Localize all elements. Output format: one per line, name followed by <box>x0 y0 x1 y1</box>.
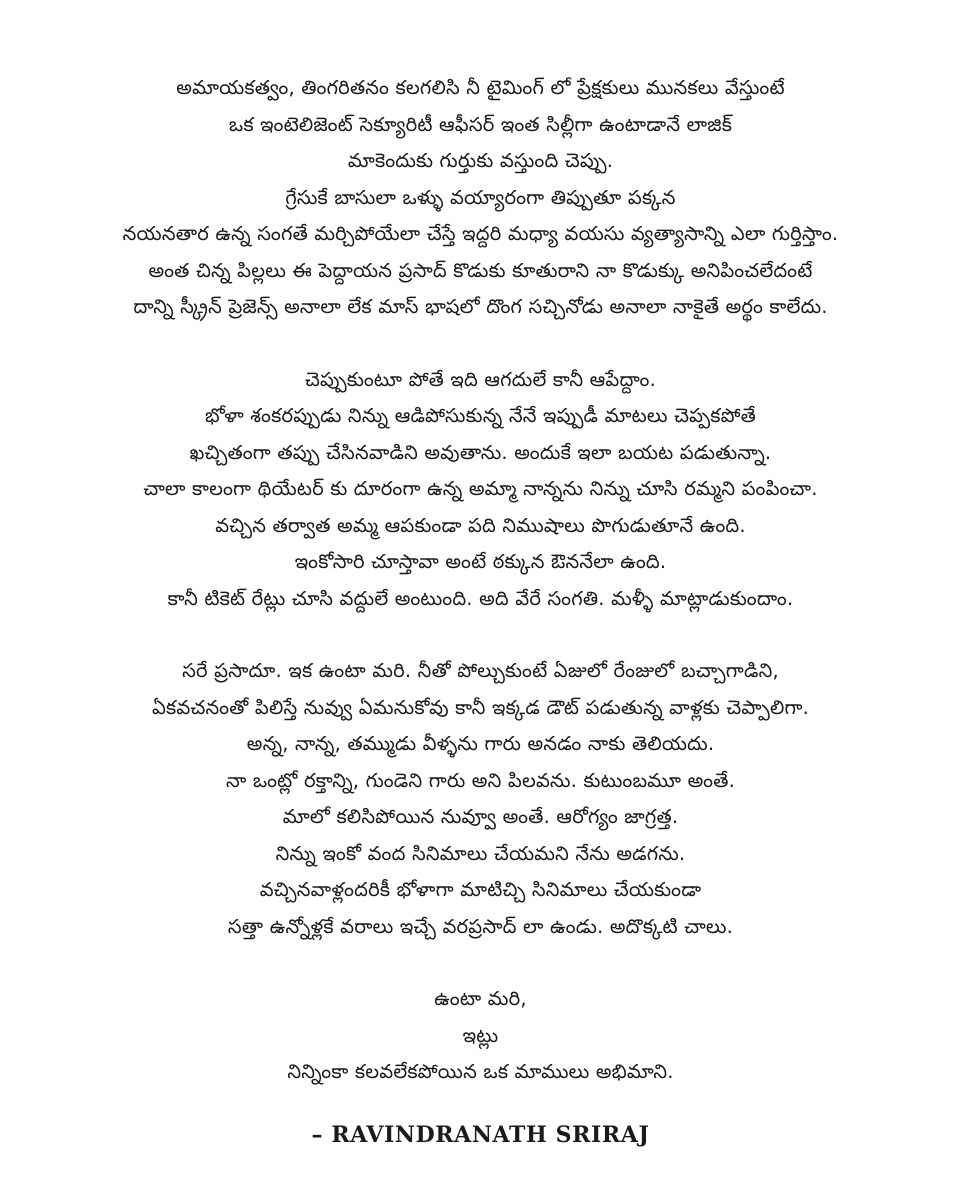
closing <box>0 981 961 1091</box>
paragraph-spacer <box>0 945 961 981</box>
text-line: అమాయకత్వం, తింగరితనం కలగలిసి నీ టైమింగ్ లో ప్రేక్షకులు మునకలు వేస్తుంటే <box>176 76 785 99</box>
text-line: చెప్పుకుంటూ పోతే ఇది ఆగదులే కానీ ఆపేద్దాం. <box>304 367 657 391</box>
text-line: చాలా కాలంగా థియేటర్ కు దూరంగా ఉన్న అమ్మా నాన్నను నిన్ను చూసి రమ్మని పంపించా. <box>143 477 818 500</box>
paragraph-spacer <box>0 617 961 653</box>
text-line: మాలో కలిసిపోయిన నువ్వూ అంతే. ఆరోగ్యం జాగ్రత్త. <box>282 805 679 828</box>
text-line: ఇంకోసారి చూస్తావా అంటే ఠక్కున ఔననేలా ఉంది. <box>294 550 667 573</box>
letter-body <box>0 70 961 1091</box>
paragraph-1 <box>0 70 961 326</box>
text-line: సత్తా ఉన్నోళ్లకే వరాలు ఇచ్చే వరప్రసాద్ లా ఉండు. అదొక్కటి చాలు. <box>227 914 734 938</box>
closing-line: ఇట్లు <box>462 1023 499 1047</box>
text-line: ఖచ్చితంగా తప్పు చేసినవాడిని అవుతాను. అందుకే ఇలా బయట పడుతున్నా. <box>189 440 772 464</box>
text-line: ఏకవచనంతో పిలిస్తే నువ్వు ఏమనుకోవు కానీ ఇక్కడ డౌట్ పడుతున్న వాళ్లకు చెప్పాలిగా. <box>151 695 810 719</box>
text-line: మాకెందుకు గుర్తుకు వస్తుంది చెప్పు. <box>347 149 614 172</box>
paragraph-3 <box>0 653 961 945</box>
text-line: సరే ప్రసాదూ. ఇక ఉంటా మరి. నీతో పోల్చుకుంటే ఏజులో రేంజులో బచ్చాగాడిని, <box>182 659 779 682</box>
text-line: దాన్ని స్క్రీన్ ప్రెజెన్స్ అనాలా లేక మాస్ భాషలో దొంగ సచ్చినోడు అనాలా నాకైతే అర్థం కాలేదు. <box>133 295 828 318</box>
paragraph-2 <box>0 362 961 618</box>
text-line: నా ఒంట్లో రక్తాన్ని, గుండెని గారు అని పిలవను. కుటుంబమూ అంతే. <box>225 768 736 792</box>
text-line: గ్రేసుకే బాసులా ఒళ్ళు వయ్యారంగా తిప్పుతూ పక్కన <box>285 185 676 209</box>
text-line: భోళా శంకరప్పుడు నిన్ను ఆడిపోసుకున్న నేనే ఇప్పుడీ మాటలు చెప్పకపోతే <box>204 404 757 427</box>
text-line: నయనతార ఉన్న సంగతే మర్చిపోయేలా చేస్తే ఇద్దరి మధ్యా వయసు వ్యత్యాసాన్ని ఎలా గుర్తిస్తాం. <box>122 222 839 245</box>
text-line: కానీ టికెట్ రేట్లు చూసి వద్దులే అంటుంది. అది వేరే సంగతి. మళ్ళీ మాట్లాడుకుందాం. <box>167 586 794 610</box>
text-line: అంత చిన్న పిల్లలు ఈ పెద్దాయన ప్రసాద్ కొడుకు కూతురాని నా కొడుక్కు అనిపించలేదంటే <box>148 258 813 282</box>
paragraph-spacer <box>0 326 961 362</box>
text-line: అన్న, నాన్న, తమ్ముడు వీళ్ళను గారు అనడం నాకు తెలియదు. <box>246 732 715 755</box>
text-line: వచ్చిన తర్వాత అమ్మ ఆపకుండా పది నిముషాలు పొగుడుతూనే ఉంది. <box>215 513 746 537</box>
closing-line: నిన్నింకా కలవలేకపోయిన ఒక మాములు అభిమాని. <box>287 1060 674 1083</box>
text-line: నిన్ను ఇంకో వంద సినిమాలు చేయమని నేను అడగను. <box>275 841 686 865</box>
signature: – RAVINDRANATH SRIRAJ <box>311 1122 650 1148</box>
text-line: వచ్చినవాళ్లందరికీ భోళాగా మాటిచ్చి సినిమాలు చేయకుండా <box>259 878 702 901</box>
text-line: ఒక ఇంటెలిజెంట్ సెక్యూరిటీ ఆఫీసర్ ఇంత సిల్లీగా ఉంటాడానే లాజిక్ <box>228 112 733 136</box>
closing-line: ఉంటా మరి, <box>434 987 527 1010</box>
